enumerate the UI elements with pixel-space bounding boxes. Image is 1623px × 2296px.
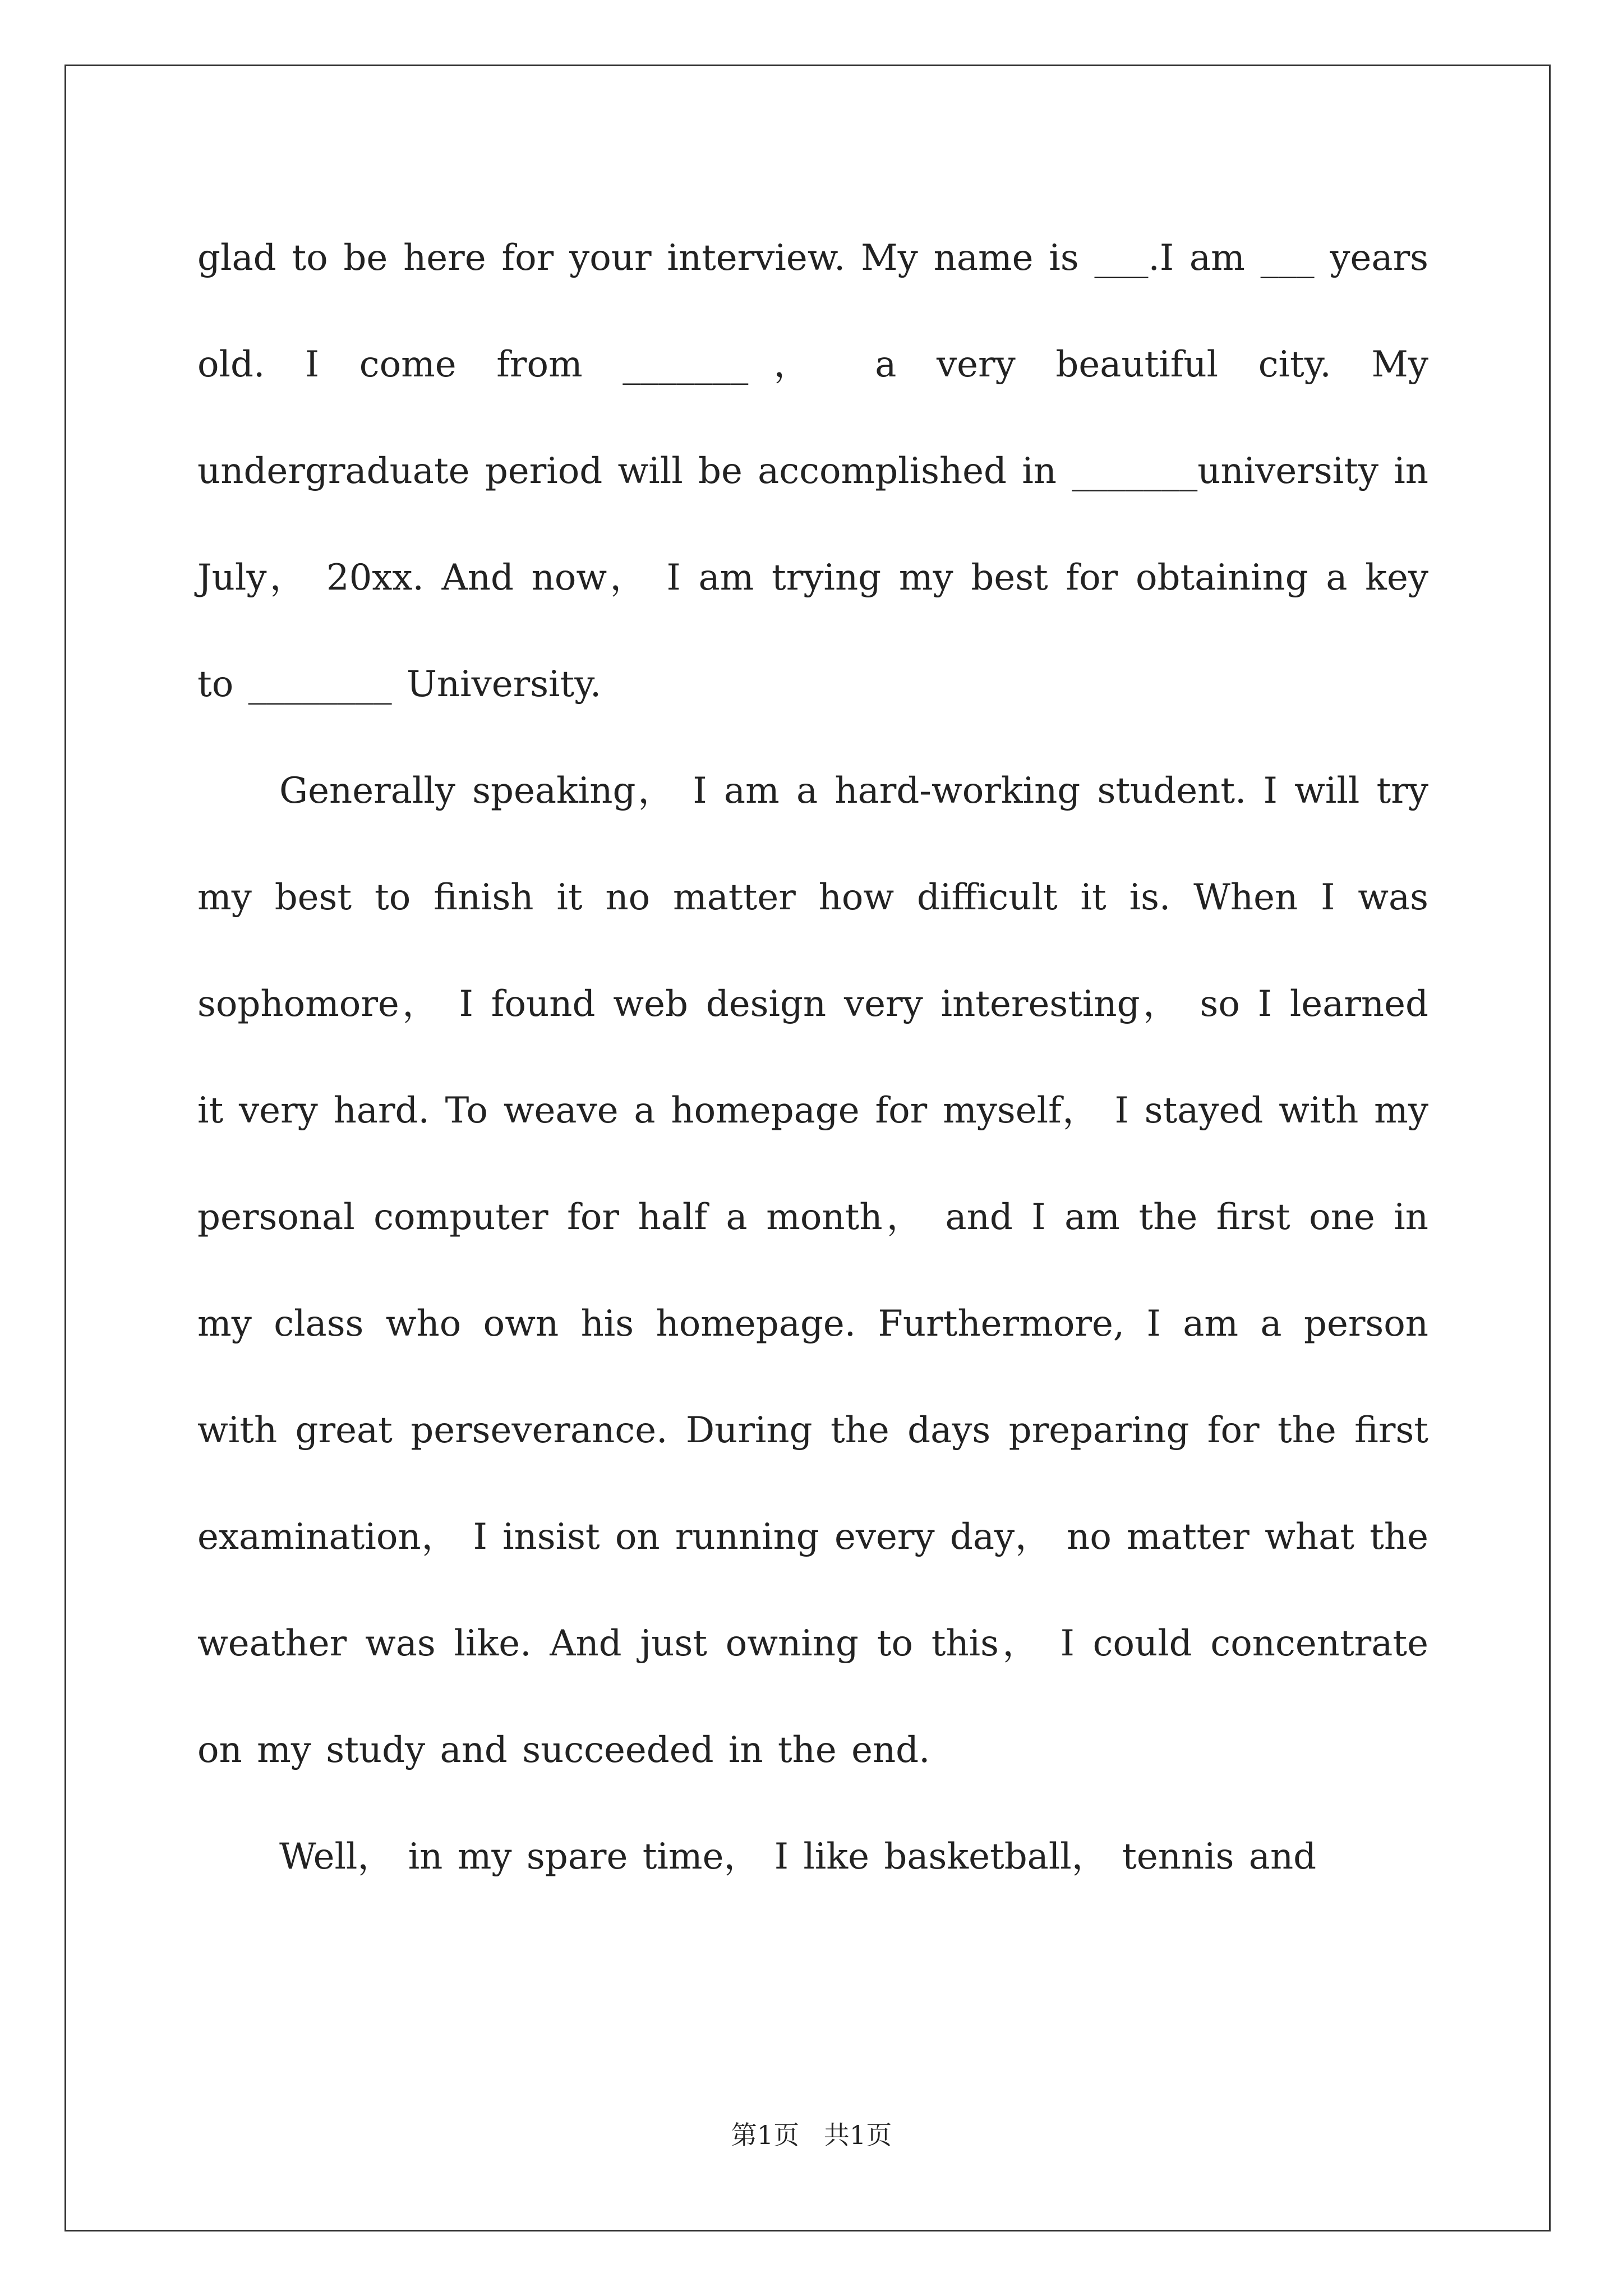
paragraph-intro: glad to be here for your interview. My name is ___.I am ___ years old. I come from _______， a very beautiful city. My undergraduate period will be accomplished in _______university in July， 20xx. And now， I am trying my best for obtaining a key to ________ University. [197,237,1428,705]
document-body [197,205,1428,1910]
paragraph-hobbies: Well， in my spare time， I like basketball， tennis and [279,1836,1317,1878]
page-footer: 第1页 共1页 [731,2120,892,2150]
paragraph-personality: Generally speaking， I am a hard-working student. I will try my best to finish it no matter how difficult it is. When I was sophomore， I found web design very interesting， so I learned it very hard. To weave a homepage for myself， I stayed with my personal computer for half a month， and I am the first one in my class who own his homepage. Furthermore, I am a person with great perseverance. During the days preparing for the first examination， I insist on running every day， no matter what the weather was like. And just owning to this， I could concentrate on my study and succeeded in the end. [197,770,1428,1771]
